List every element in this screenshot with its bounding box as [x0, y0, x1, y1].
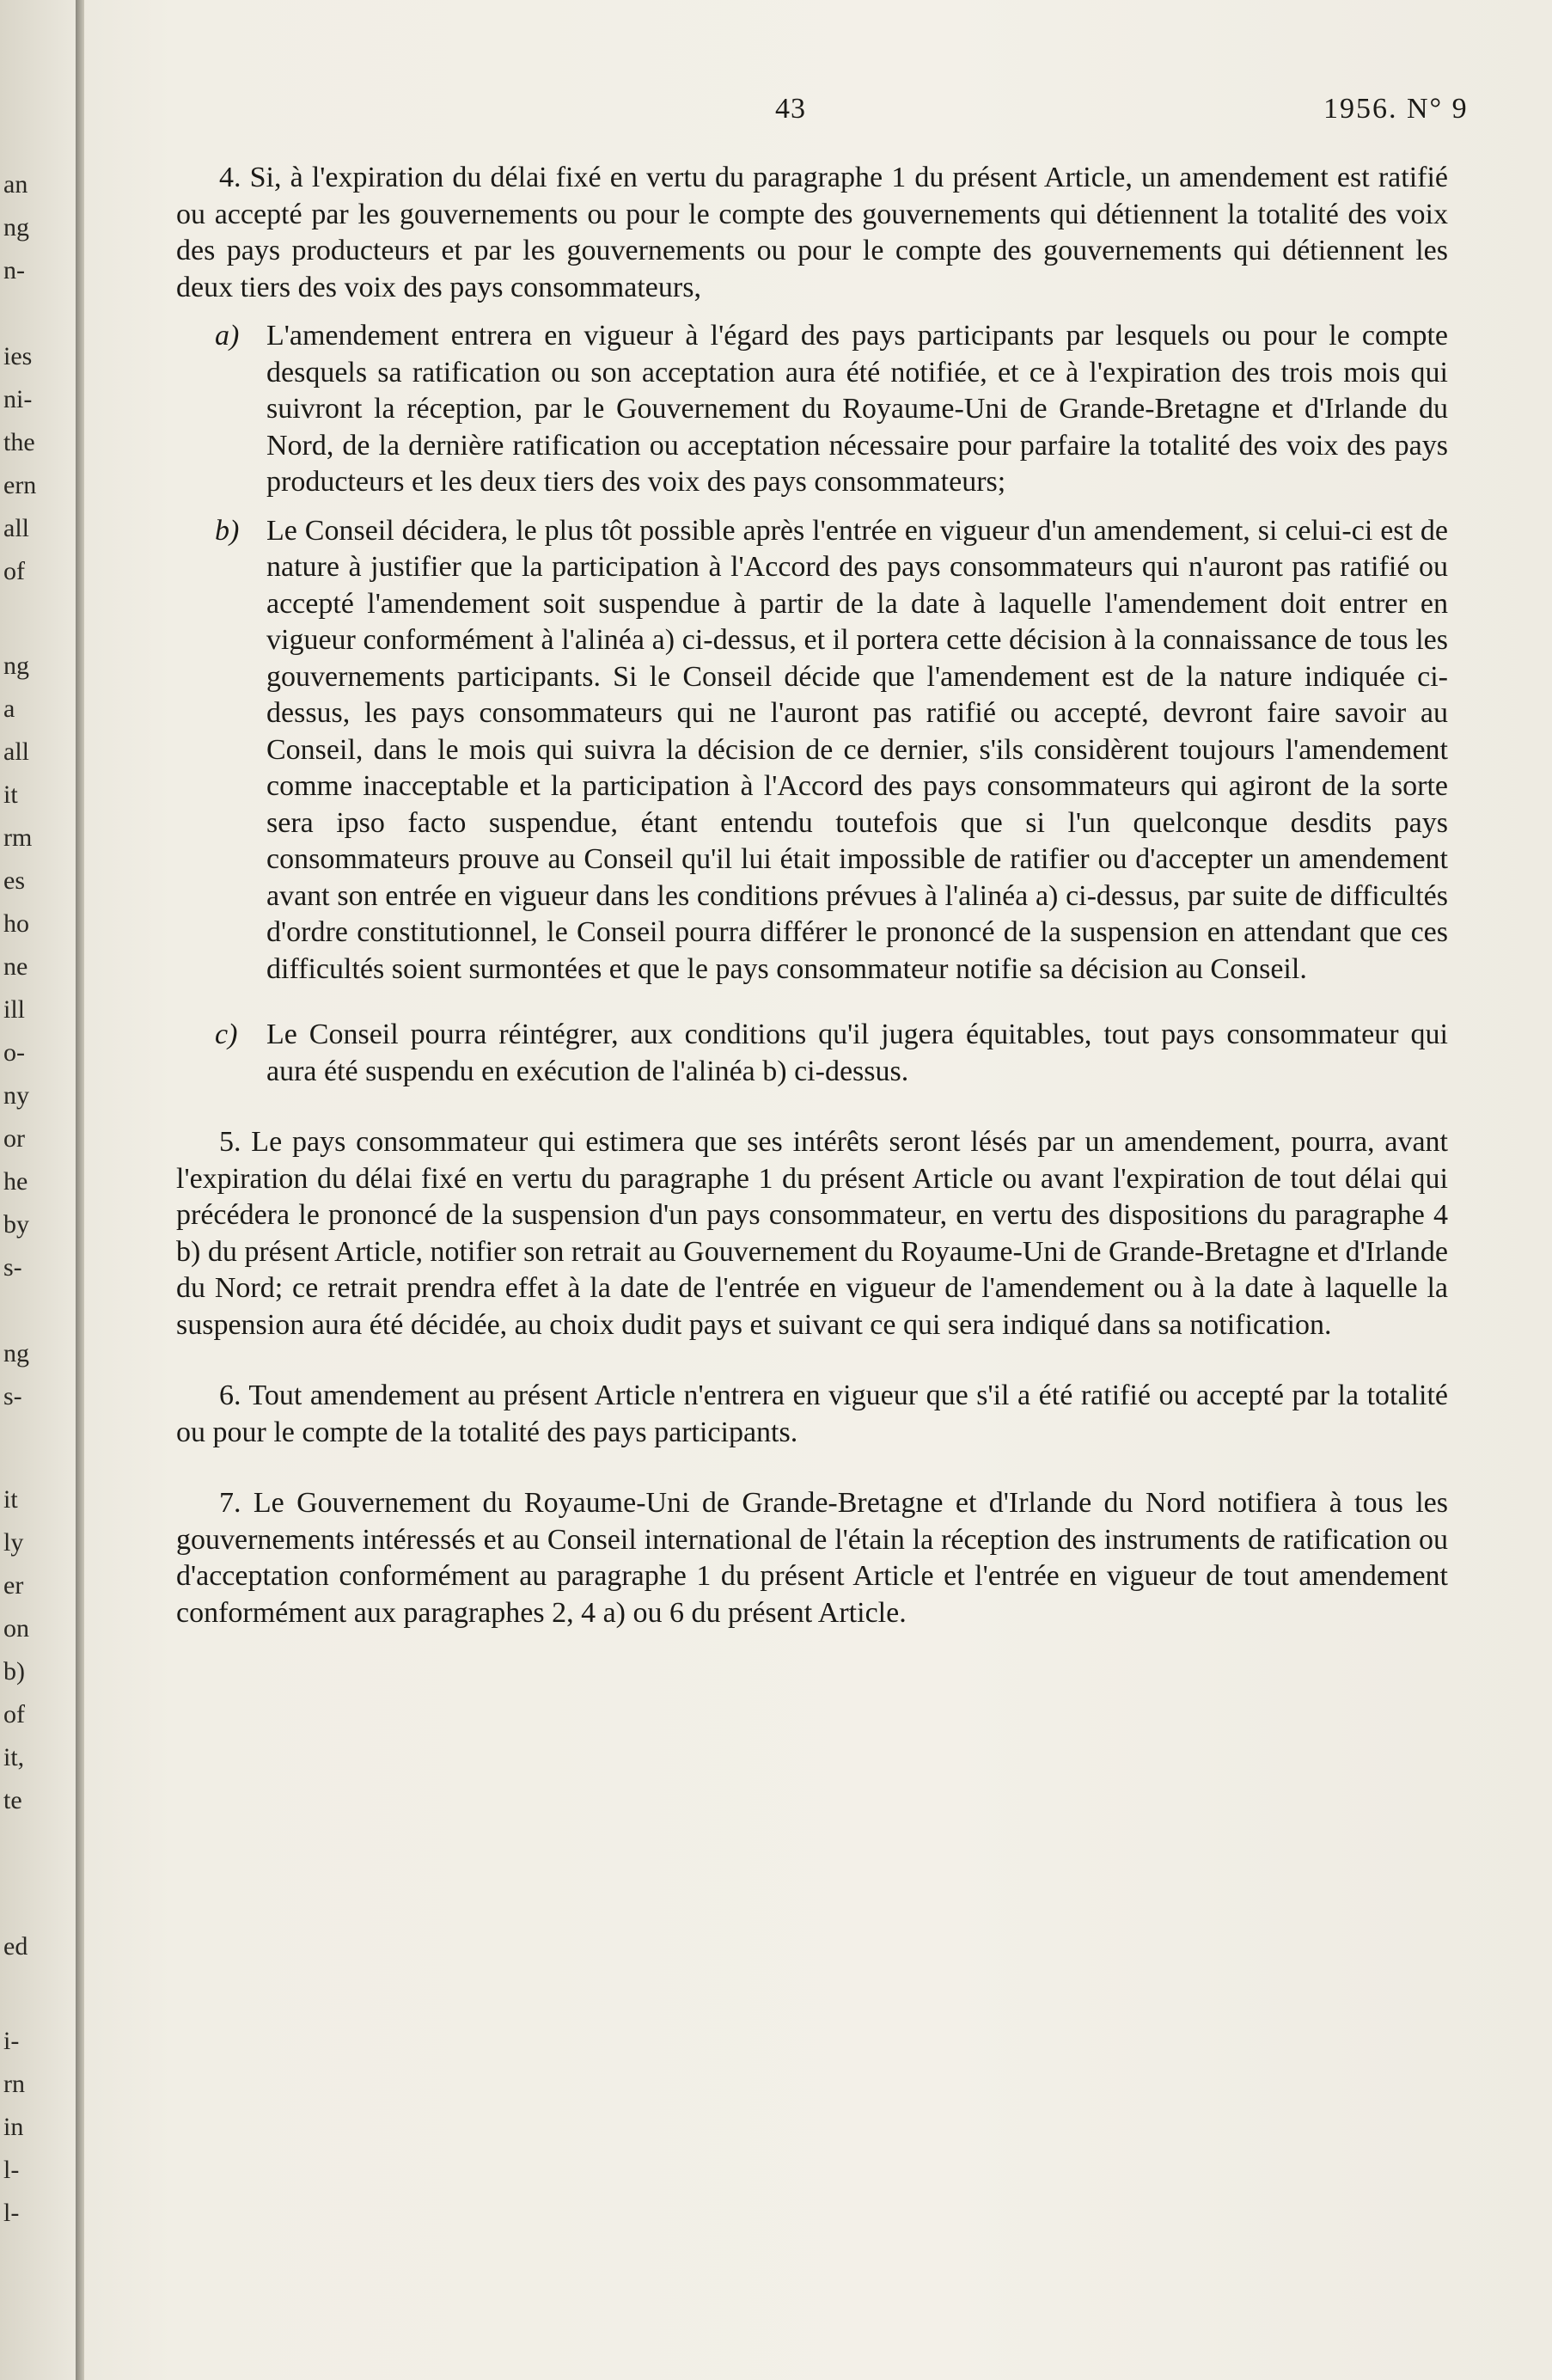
margin-fragment: rm: [3, 823, 33, 852]
margin-fragment: ng: [3, 652, 29, 680]
margin-fragment: all: [3, 514, 29, 542]
paragraph-5: 5. Le pays consommateur qui estimera que ses intérêts seront lésés par un amendement, pourra, avant l'expiration du délai fixé en vertu du paragraphe 1 du présent Article ou avant l'expiration de tout délai qui précédera le prononcé de la suspension d'un pays consommateur, en vertu des dispositions du paragraphe 4 b) du présent Article, notifier son retrait au Gouvernement du Royaume-Uni de Grande-Bretagne et d'Irlande du Nord; ce retrait prendra effet à la date de l'entrée en vigueur de l'amendement ou à la date à laquelle la suspension aura été décidée, au choix dudit pays et suivant ce qui sera indiqué dans sa notification.: [176, 1126, 1448, 1341]
margin-fragment: i-: [3, 2027, 20, 2055]
paragraph-7: 7. Le Gouvernement du Royaume-Uni de Grande-Bretagne et d'Irlande du Nord notifiera à tous les gouvernements intéressés et au Conseil international de l'étain la réception des instruments de ratification ou d'acceptation conformément au paragraphe 1 du présent Article et l'entrée en vigueur de tout amendement conformément aux paragraphes 2, 4 a) ou 6 du présent Article.: [176, 1487, 1448, 1629]
margin-fragment: it: [3, 1485, 18, 1514]
margin-fragment: ill: [3, 995, 26, 1024]
margin-fragment: b): [3, 1657, 25, 1686]
subparagraph-4c: [176, 1017, 1448, 1090]
margin-fragment: es: [3, 866, 25, 895]
margin-fragment: an: [3, 170, 28, 199]
margin-fragment: ed: [3, 1932, 28, 1961]
subparagraph-4a: [176, 318, 1448, 501]
margin-fragment: n-: [3, 256, 25, 284]
previous-page-margin: [0, 0, 76, 2380]
margin-fragment: l-: [3, 2156, 20, 2184]
margin-fragment: a: [3, 694, 15, 723]
margin-fragment: or: [3, 1124, 25, 1153]
margin-fragment: ni-: [3, 385, 33, 413]
paragraph-6: 6. Tout amendement au présent Article n'entrera en vigueur que s'il a été ratifié ou accepté par la totalité ou pour le compte de la totalité des pays participants.: [176, 1380, 1448, 1448]
margin-fragment: of: [3, 1700, 25, 1728]
margin-fragment: on: [3, 1614, 29, 1643]
book-gutter: [76, 0, 84, 2380]
margin-fragment: he: [3, 1167, 28, 1196]
margin-fragment: ny: [3, 1081, 29, 1110]
margin-fragment: ng: [3, 213, 29, 242]
subparagraph-text: L'amendement entrera en vigueur à l'égard des pays participants par lesquels ou pour le compte desquels sa ratification ou son acceptation aura été notifiée, et ce à l'expiration des trois mois qui suivront la réception, par le Gouvernement du Royaume-Uni de Grande-Bretagne et d'Irlande du Nord, de la dernière ratification ou acceptation nécessaire pour parfaire la totalité des voix des pays producteurs et les deux tiers des voix des pays consommateurs;: [266, 320, 1448, 498]
margin-fragment: l-: [3, 2199, 20, 2227]
margin-fragment: it,: [3, 1743, 25, 1771]
subparagraph-text: Le Conseil décidera, le plus tôt possible après l'entrée en vigueur d'un amendement, si celui-ci est de nature à justifier que la participation à l'Accord des pays consommateurs qui n'auront pas ratifié ou accepté l'amendement soit suspendue à partir de la date à laquelle l'amendement doit entrer en vigueur conformément à l'alinéa a) ci-dessus, et il portera cette décision à la connaissance de tous les gouvernements participants. Si le Conseil décide que l'amendement est de la nature indiquée ci-dessus, les pays consommateurs qui ne l'auront pas ratifié ou accepté, devront faire savoir au Conseil, dans le mois qui suivra la décision de ce dernier, s'ils considèrent toujours l'amendement comme inacceptable et la participation à l'Accord des pays consommateurs qui agiront de la sorte sera ipso facto suspendue, étant entendu toutefois que si l'un quelconque desdits pays consommateurs prouve au Conseil qu'il lui était impossible de ratifier ou d'accepter un amendement avant son entrée en vigueur dans les conditions prévues à l'alinéa a) ci-dessus, par suite de difficultés d'ordre constitutionnel, le Conseil pourra différer le prononcé de la suspension en attendant que ces difficultés soient surmontées et que le pays consommateur notifie sa décision au Conseil.: [266, 514, 1448, 985]
margin-fragment: ne: [3, 952, 28, 981]
document-year-number: 1956. N° 9: [1323, 93, 1469, 125]
subparagraph-4b: [176, 513, 1448, 988]
margin-fragment: s-: [3, 1253, 22, 1282]
margin-fragment: of: [3, 557, 25, 585]
margin-fragment: ies: [3, 342, 33, 370]
margin-fragment: it: [3, 780, 18, 809]
margin-fragment: ly: [3, 1528, 24, 1557]
margin-fragment: ho: [3, 909, 29, 938]
page-header: [0, 93, 1552, 136]
margin-fragment: the: [3, 428, 35, 456]
margin-fragment: te: [3, 1786, 22, 1814]
margin-fragment: all: [3, 737, 29, 766]
paragraph-4-intro: 4. Si, à l'expiration du délai fixé en vertu du paragraphe 1 du présent Article, un amendement est ratifié ou accepté par les gouvernements ou pour le compte des gouvernements qui détiennent la totalité des voix des pays producteurs et par les gouvernements ou pour le compte des gouvernements qui détiennent les deux tiers des voix des pays consommateurs,: [176, 162, 1448, 303]
subparagraph-text: Le Conseil pourra réintégrer, aux conditions qu'il jugera équitables, tout pays consommateur qui aura été suspendu en exécution de l'alinéa b) ci-dessus.: [266, 1019, 1448, 1087]
margin-fragment: s-: [3, 1382, 22, 1410]
margin-fragment: o-: [3, 1038, 25, 1067]
margin-fragment: ern: [3, 471, 37, 499]
margin-fragment: rn: [3, 2070, 25, 2098]
subparagraph-label: a): [215, 320, 240, 352]
margin-fragment: in: [3, 2113, 24, 2141]
subparagraph-label: c): [215, 1019, 238, 1050]
margin-fragment: er: [3, 1571, 24, 1600]
margin-fragment: ng: [3, 1339, 29, 1367]
page-number: 43: [775, 93, 806, 125]
article-body: [176, 160, 1448, 1631]
subparagraph-label: b): [215, 514, 240, 547]
margin-fragment: by: [3, 1210, 29, 1239]
